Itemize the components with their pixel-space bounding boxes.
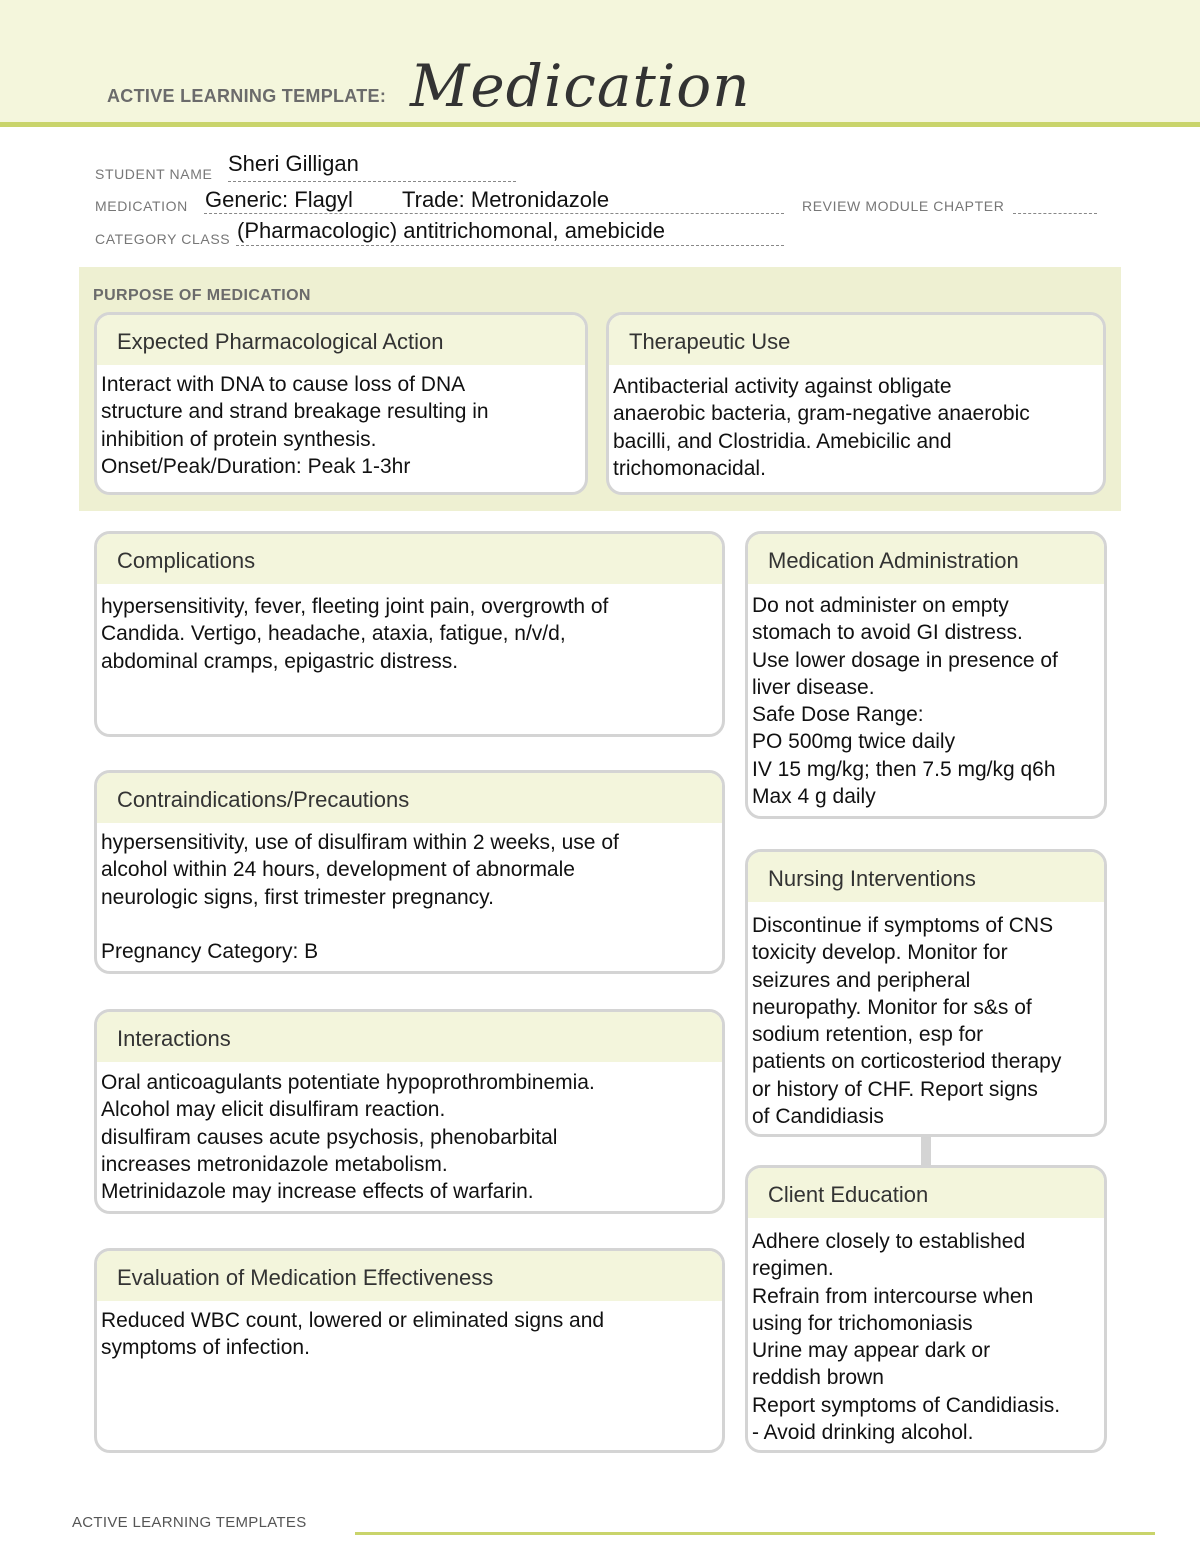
card-evaluation — [94, 1248, 725, 1453]
card-complications — [94, 531, 725, 737]
card-interactions-body[interactable]: Oral anticoagulants potentiate hypoprothrombinemia. Alcohol may elicit disulfiram reaction. disulfiram causes acute psychosis, phenobarbital increases metronidazole metabolism. Metrinidazole may increase effects of warfarin. — [101, 1071, 595, 1204]
student-name-line — [228, 181, 516, 182]
card-contraindications — [94, 770, 725, 974]
card-administration-title: Medication Administration — [748, 534, 1104, 584]
card-nursing-interventions-title: Nursing Interventions — [748, 852, 1104, 902]
card-administration — [745, 531, 1107, 819]
card-interactions-title: Interactions — [97, 1012, 722, 1062]
card-administration-body[interactable]: Do not administer on empty stomach to avoid GI distress. Use lower dosage in presence of liver disease. Safe Dose Range: PO 500mg twice daily IV 15 mg/kg; then 7.5 mg/kg q6h Max 4 g daily — [752, 594, 1058, 809]
card-connector — [921, 1136, 931, 1166]
medication-label: MEDICATION — [95, 198, 188, 214]
page-title: Medication — [410, 52, 751, 120]
purpose-label: PURPOSE OF MEDICATION — [93, 287, 311, 304]
card-expected-action-title: Expected Pharmacological Action — [97, 315, 585, 365]
card-evaluation-body[interactable]: Reduced WBC count, lowered or eliminated signs and symptoms of infection. — [101, 1309, 605, 1360]
card-client-education-body[interactable]: Adhere closely to established regimen. Refrain from intercourse when using for trichomoniasis Urine may appear dark or reddish brown Report symptoms of Candidiasis. - Avoid drinking alcohol. — [752, 1230, 1061, 1445]
review-module-line[interactable] — [1013, 213, 1097, 214]
category-class-line — [236, 245, 784, 246]
card-client-education — [745, 1165, 1107, 1453]
footer-label: ACTIVE LEARNING TEMPLATES — [72, 1514, 307, 1531]
student-name-value[interactable]: Sheri Gilligan — [228, 151, 359, 176]
medication-line — [204, 213, 784, 214]
medication-trade-value[interactable]: Trade: Metronidazole — [402, 187, 610, 212]
category-class-value[interactable]: (Pharmacologic) antitrichomonal, amebicide — [237, 218, 665, 243]
card-expected-action — [94, 312, 588, 495]
card-contraindications-title: Contraindications/Precautions — [97, 773, 722, 823]
card-complications-title: Complications — [97, 534, 722, 584]
card-therapeutic-use-body[interactable]: Antibacterial activity against obligate anaerobic bacteria, gram-negative anaerobic bacilli, and Clostridia. Amebicilic and trichomonacidal. — [613, 375, 1030, 480]
card-interactions — [94, 1009, 725, 1214]
card-therapeutic-use-title: Therapeutic Use — [609, 315, 1103, 365]
card-contraindications-body[interactable]: hypersensitivity, use of disulfiram within 2 weeks, use of alcohol within 24 hours, development of abnormale neurologic signs, first trimester pregnancy. Pregnancy Category: B — [101, 831, 619, 964]
card-expected-action-body[interactable]: Interact with DNA to cause loss of DNA structure and strand breakage resulting in inhibition of protein synthesis. Onset/Peak/Duration: Peak 1-3hr — [101, 373, 489, 478]
card-client-education-title: Client Education — [748, 1168, 1104, 1218]
footer-divider — [355, 1532, 1155, 1535]
card-complications-body[interactable]: hypersensitivity, fever, fleeting joint pain, overgrowth of Candida. Vertigo, headache, ataxia, fatigue, n/v/d, abdominal cramps, epigastric distress. — [101, 595, 609, 673]
header-divider — [0, 122, 1200, 127]
medication-generic-value[interactable]: Generic: Flagyl — [205, 187, 353, 212]
card-therapeutic-use — [606, 312, 1106, 495]
category-class-label: CATEGORY CLASS — [95, 231, 231, 247]
template-label: ACTIVE LEARNING TEMPLATE: — [107, 86, 387, 106]
student-name-label: STUDENT NAME — [95, 166, 213, 182]
card-nursing-interventions-body[interactable]: Discontinue if symptoms of CNS toxicity develop. Monitor for seizures and peripheral neuropathy. Monitor for s&s of sodium retention, esp for patients on corticosteriod therapy or history of CHF. Report signs of Candidiasis — [752, 914, 1062, 1129]
card-nursing-interventions — [745, 849, 1107, 1137]
card-evaluation-title: Evaluation of Medication Effectiveness — [97, 1251, 722, 1301]
review-module-label: REVIEW MODULE CHAPTER — [802, 198, 1005, 214]
